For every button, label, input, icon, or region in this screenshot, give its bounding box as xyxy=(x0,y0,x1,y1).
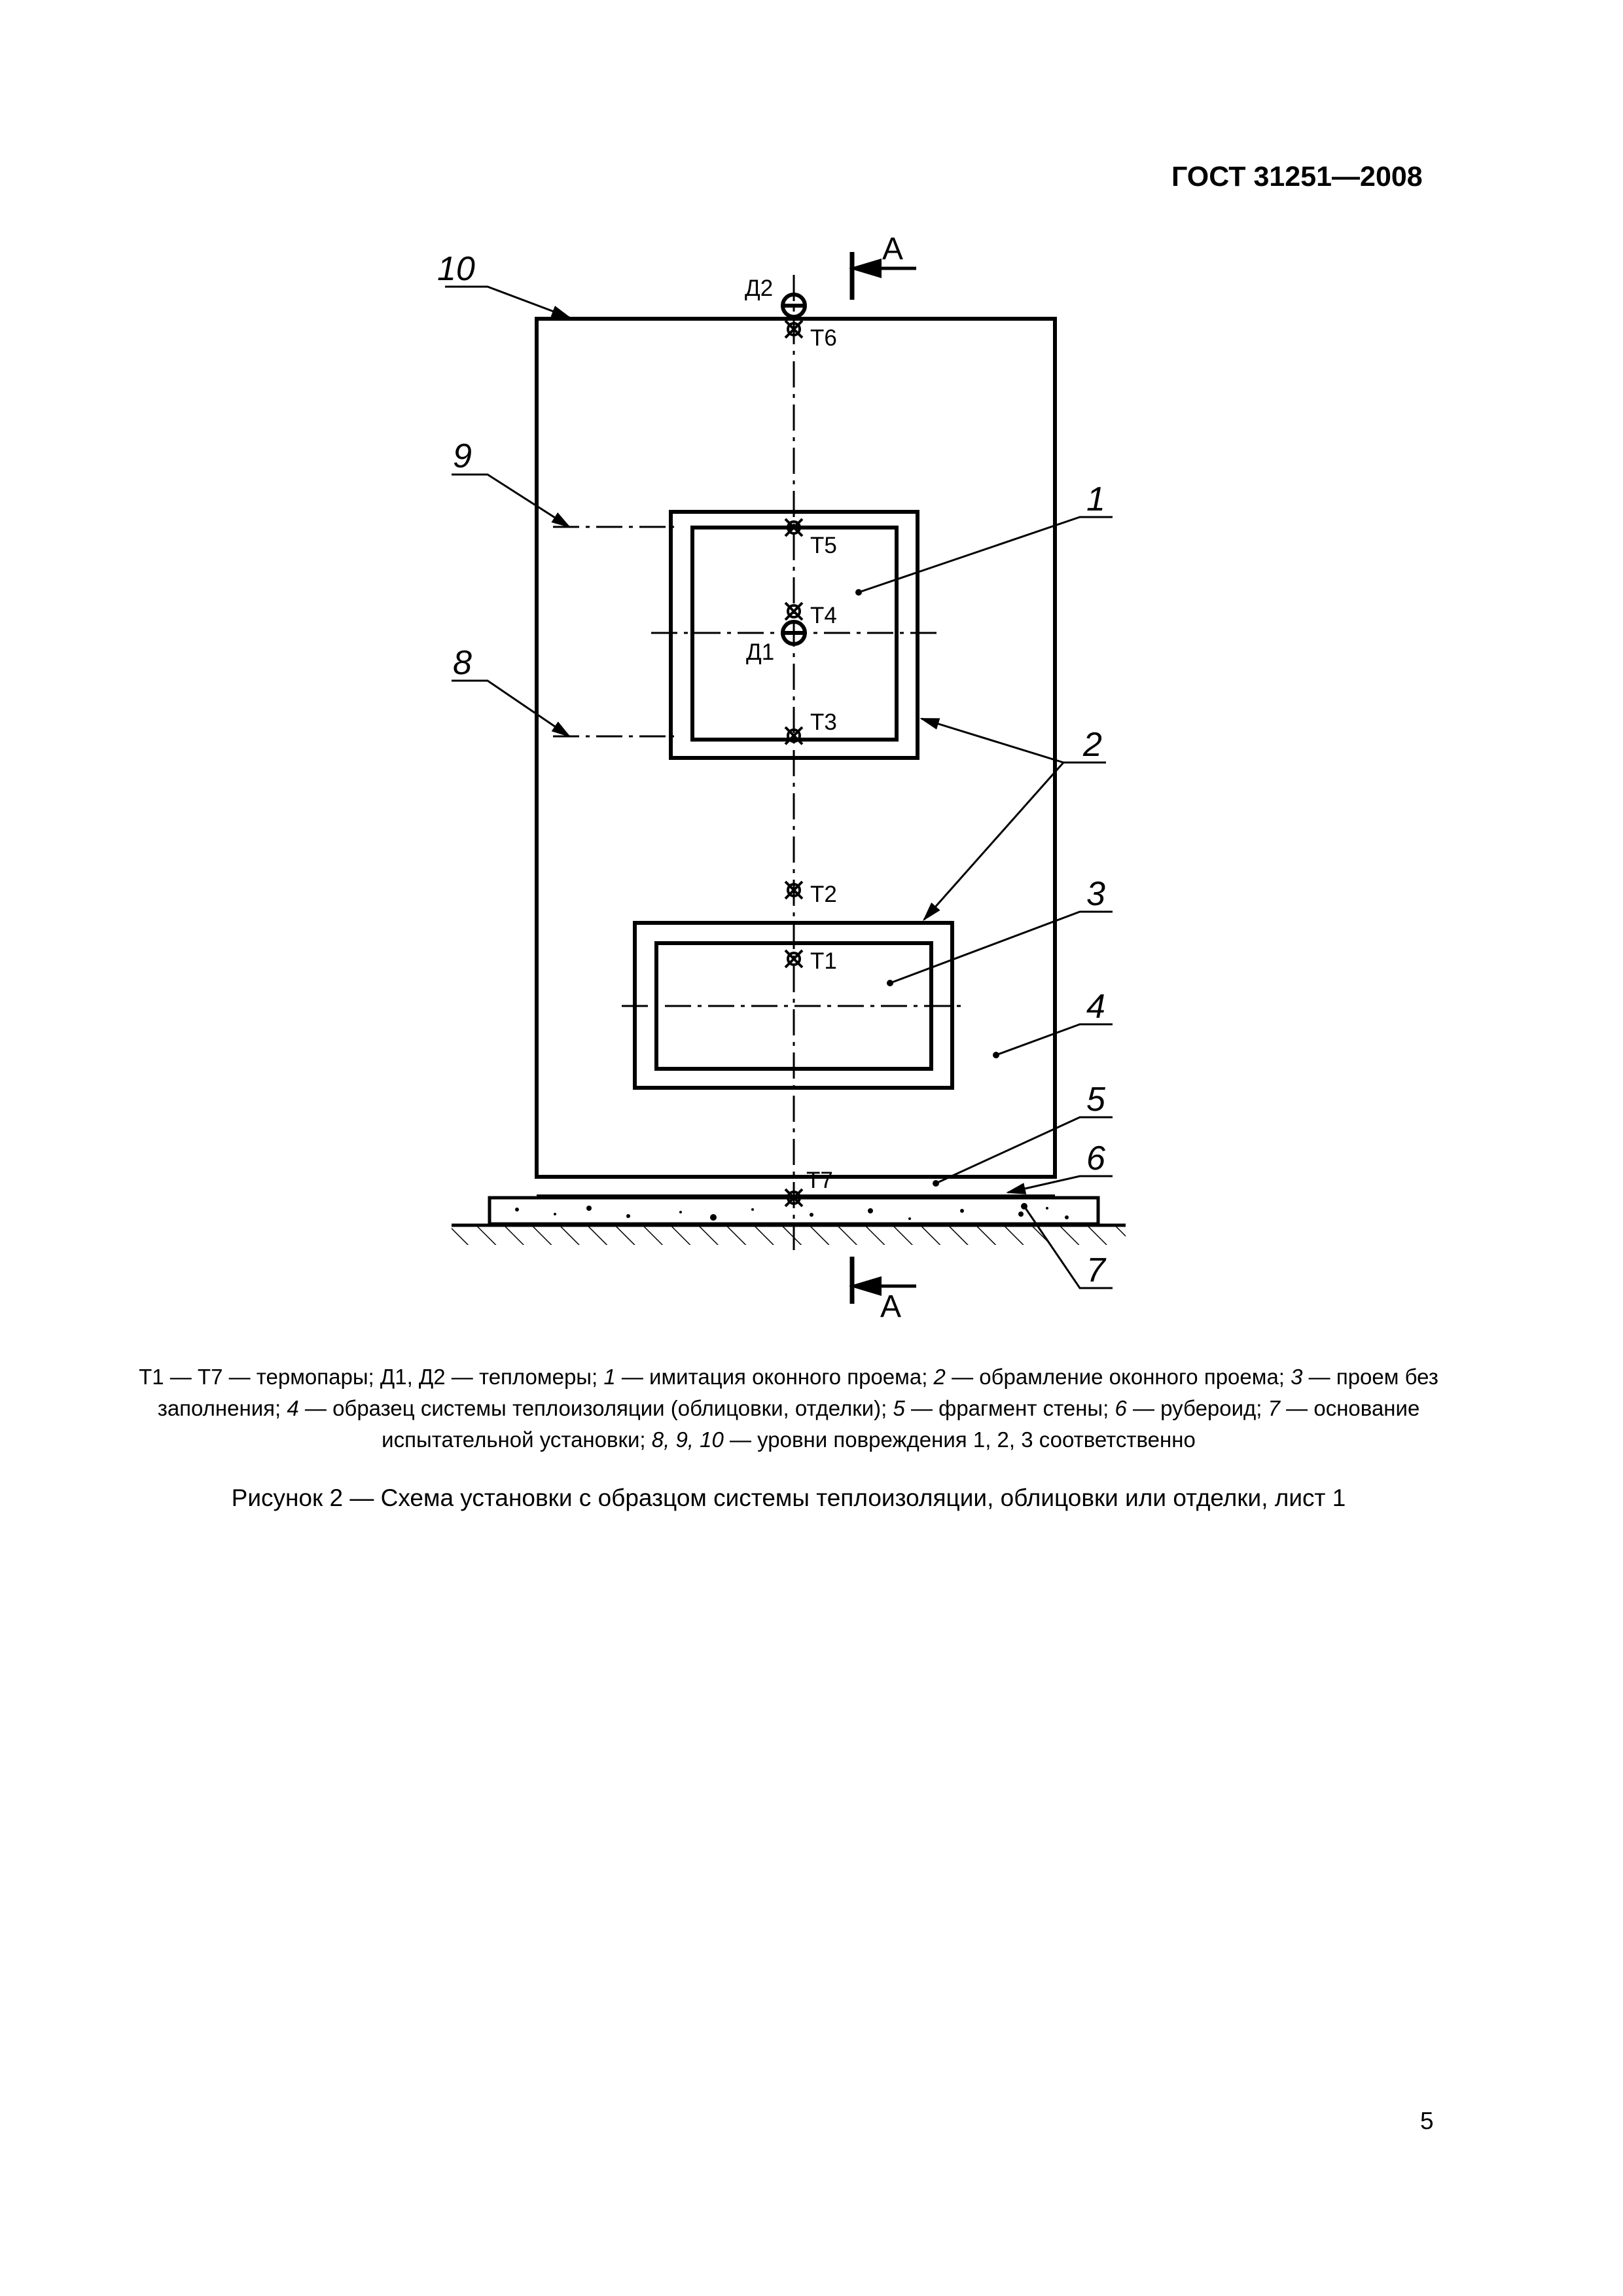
callout-4: 4 xyxy=(1086,988,1105,1026)
legend-part: — обрамление оконного проема; xyxy=(945,1365,1291,1389)
leader-10 xyxy=(445,287,569,317)
ground-hatch xyxy=(452,1225,1126,1245)
legend-part: — основание испытательной установки; xyxy=(382,1396,1420,1452)
legend-part: — проем без заполнения; xyxy=(157,1365,1438,1420)
thermocouple-t2 xyxy=(785,882,802,899)
document-header: ГОСТ 31251—2008 xyxy=(1171,161,1423,192)
callout-1: 1 xyxy=(1086,480,1105,518)
legend-part: — имитация оконного проема; xyxy=(615,1365,934,1389)
section-label-bottom: А xyxy=(880,1289,902,1324)
callout-10: 10 xyxy=(437,250,475,288)
base-filling-dots xyxy=(515,1206,1069,1221)
figure-legend xyxy=(111,1361,1466,1456)
legend-part: — фрагмент стены; xyxy=(904,1396,1115,1420)
section-label-top: А xyxy=(882,232,904,266)
legend-part: — рубероид; xyxy=(1126,1396,1268,1420)
label-t7: Т7 xyxy=(806,1168,833,1193)
label-d2: Д2 xyxy=(745,276,774,301)
callout-2: 2 xyxy=(1083,726,1102,764)
callout-8: 8 xyxy=(453,644,472,682)
label-t3: Т3 xyxy=(810,709,837,735)
thermocouple-t1 xyxy=(785,950,802,967)
legend-part: 2 xyxy=(933,1365,946,1389)
legend-part: 7 xyxy=(1268,1396,1281,1420)
thermocouple-t7 xyxy=(785,1189,802,1206)
legend-part: 4 xyxy=(287,1396,299,1420)
legend-part: 8, 9, 10 xyxy=(651,1427,724,1452)
callout-3: 3 xyxy=(1086,875,1105,913)
label-t2: Т2 xyxy=(810,882,837,907)
label-t5: Т5 xyxy=(810,533,837,558)
figure-caption: Рисунок 2 — Схема установки с образцом системы теплоизоляции, облицовки или отделки, лист 1 xyxy=(231,1484,1346,1511)
legend-part: Т1 — Т7 — термопары; Д1, Д2 — тепломеры; xyxy=(139,1365,604,1389)
leader-8 xyxy=(452,681,569,736)
label-t6: Т6 xyxy=(810,325,837,351)
legend-part: — уровни повреждения 1, 2, 3 соответственно xyxy=(723,1427,1196,1452)
legend-part: 1 xyxy=(603,1365,616,1389)
leader-9 xyxy=(452,475,569,527)
callout-9: 9 xyxy=(453,437,472,475)
legend-part: — образец системы теплоизоляции (облицовки, отделки); xyxy=(298,1396,893,1420)
label-d1: Д1 xyxy=(746,639,775,665)
leader-2a xyxy=(921,719,1106,762)
thermocouple-t5 xyxy=(785,519,802,536)
legend-part: 3 xyxy=(1291,1365,1303,1389)
thermocouple-t3 xyxy=(785,727,802,744)
thermocouple-t4 xyxy=(785,603,802,620)
label-t4: Т4 xyxy=(810,603,837,628)
page-number: 5 xyxy=(1420,2108,1434,2134)
label-t1: Т1 xyxy=(810,948,837,974)
callout-5: 5 xyxy=(1086,1081,1105,1119)
legend-part: 5 xyxy=(893,1396,905,1420)
legend-part: 6 xyxy=(1115,1396,1127,1420)
wall-sample-outline xyxy=(537,319,1055,1177)
thermocouple-t6 xyxy=(785,321,802,338)
callout-7: 7 xyxy=(1086,1251,1105,1289)
leader-2b xyxy=(924,762,1106,920)
callout-6: 6 xyxy=(1086,1139,1105,1177)
